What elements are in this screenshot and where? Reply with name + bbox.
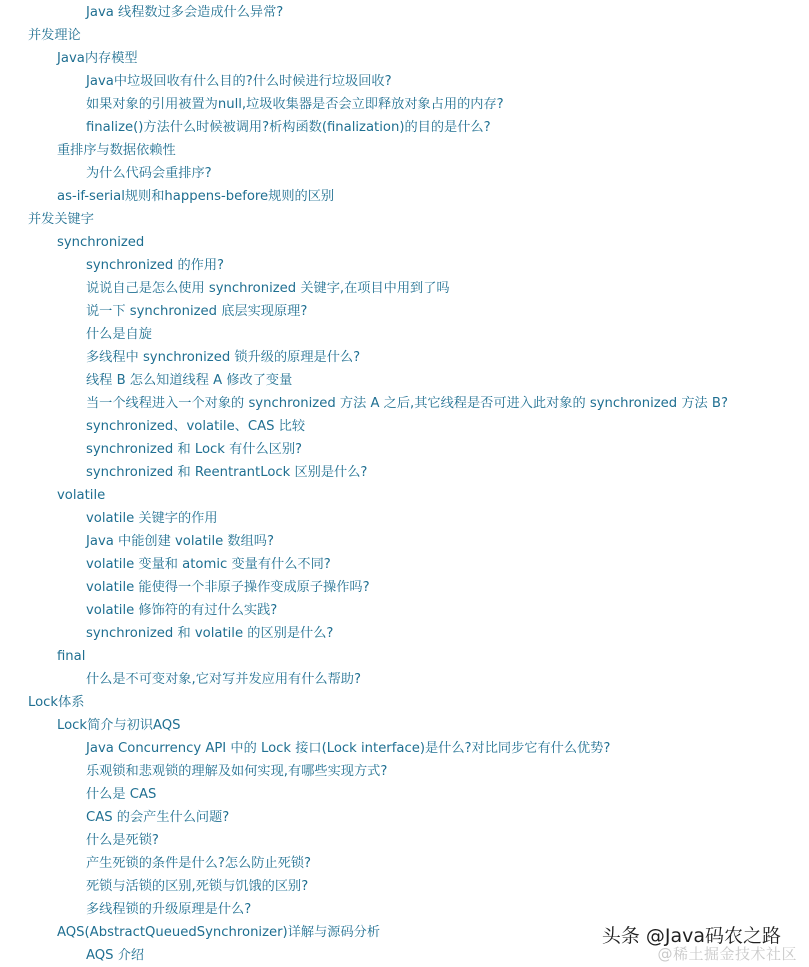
toc-link-level-3[interactable]: 当一个线程进入一个对象的 synchronized 方法 A 之后,其它线程是否可进入此对象的 synchronized 方法 B? bbox=[86, 396, 728, 411]
toc-link-level-1[interactable]: Lock体系 bbox=[28, 695, 85, 710]
toc-link-level-3[interactable]: synchronized 的作用? bbox=[86, 258, 225, 273]
toc-link-level-3[interactable]: 乐观锁和悲观锁的理解及如何实现,有哪些实现方式? bbox=[86, 764, 388, 779]
toc-link-level-3[interactable]: 什么是自旋 bbox=[86, 327, 152, 342]
toc-link-level-3[interactable]: 如果对象的引用被置为null,垃圾收集器是否会立即释放对象占用的内存? bbox=[86, 97, 504, 112]
toc-link-level-3[interactable]: 说一下 synchronized 底层实现原理? bbox=[86, 304, 308, 319]
toc-link-level-3[interactable]: volatile 关键字的作用 bbox=[86, 511, 218, 526]
toc-link-level-3[interactable]: 为什么代码会重排序? bbox=[86, 166, 212, 181]
toc-link-level-3[interactable]: volatile 修饰符的有过什么实践? bbox=[86, 603, 278, 618]
toc-link-level-2[interactable]: volatile bbox=[57, 488, 106, 503]
toc-link-level-3[interactable]: synchronized 和 ReentrantLock 区别是什么? bbox=[86, 465, 368, 480]
toc-link-level-2[interactable]: 重排序与数据依赖性 bbox=[57, 143, 176, 158]
watermark bbox=[567, 921, 797, 965]
toc-link-level-3[interactable]: Java 线程数过多会造成什么异常? bbox=[86, 5, 284, 20]
toc-link-level-2[interactable]: synchronized bbox=[57, 235, 145, 250]
toc-link-level-3[interactable]: 什么是死锁? bbox=[86, 833, 159, 848]
toc-link-level-3[interactable]: Java中垃圾回收有什么目的?什么时候进行垃圾回收? bbox=[86, 74, 392, 89]
watermark-main-text: 头条 @Java码农之路 bbox=[601, 925, 781, 947]
toc-link-level-3[interactable]: synchronized、volatile、CAS 比较 bbox=[86, 419, 306, 434]
toc-link-level-2[interactable]: Java内存模型 bbox=[57, 51, 138, 66]
toc-link-level-3[interactable]: 线程 B 怎么知道线程 A 修改了变量 bbox=[86, 373, 293, 388]
toc-link-level-3[interactable]: 产生死锁的条件是什么?怎么防止死锁? bbox=[86, 856, 311, 871]
toc-link-level-3[interactable]: finalize()方法什么时候被调用?析构函数(finalization)的目的是什么? bbox=[86, 120, 491, 135]
toc-link-level-3[interactable]: CAS 的会产生什么问题? bbox=[86, 810, 230, 825]
toc-link-level-2[interactable]: AQS(AbstractQueuedSynchronizer)详解与源码分析 bbox=[57, 925, 381, 940]
toc-link-level-1[interactable]: 并发关键字 bbox=[28, 212, 94, 227]
toc-link-level-3[interactable]: 什么是不可变对象,它对写并发应用有什么帮助? bbox=[86, 672, 361, 687]
toc-link-level-3[interactable]: 说说自己是怎么使用 synchronized 关键字,在项目中用到了吗 bbox=[86, 281, 450, 296]
toc-link-level-3[interactable]: synchronized 和 Lock 有什么区别? bbox=[86, 442, 303, 457]
toc-link-level-3[interactable]: Java Concurrency API 中的 Lock 接口(Lock interface)是什么?对比同步它有什么优势? bbox=[86, 741, 611, 756]
toc-link-level-3[interactable]: AQS 介绍 bbox=[86, 948, 145, 963]
watermark-sub-text: @稀土掘金技术社区 bbox=[657, 945, 797, 963]
toc-link-level-3[interactable]: synchronized 和 volatile 的区别是什么? bbox=[86, 626, 334, 641]
toc-link-level-3[interactable]: volatile 能使得一个非原子操作变成原子操作吗? bbox=[86, 580, 370, 595]
toc-link-level-3[interactable]: 死锁与活锁的区别,死锁与饥饿的区别? bbox=[86, 879, 309, 894]
toc-link-level-2[interactable]: Lock简介与初识AQS bbox=[57, 718, 181, 733]
toc-link-level-3[interactable]: Java 中能创建 volatile 数组吗? bbox=[86, 534, 274, 549]
toc-link-level-3[interactable]: 什么是 CAS bbox=[86, 787, 157, 802]
toc-link-level-3[interactable]: 多线程中 synchronized 锁升级的原理是什么? bbox=[86, 350, 361, 365]
toc-link-level-1[interactable]: 并发理论 bbox=[28, 28, 81, 43]
toc-link-level-3[interactable]: 多线程锁的升级原理是什么? bbox=[86, 902, 252, 917]
toc-link-level-2[interactable]: final bbox=[57, 649, 86, 664]
toc-link-level-3[interactable]: volatile 变量和 atomic 变量有什么不同? bbox=[86, 557, 331, 572]
toc-link-level-2[interactable]: as-if-serial规则和happens-before规则的区别 bbox=[57, 189, 335, 204]
